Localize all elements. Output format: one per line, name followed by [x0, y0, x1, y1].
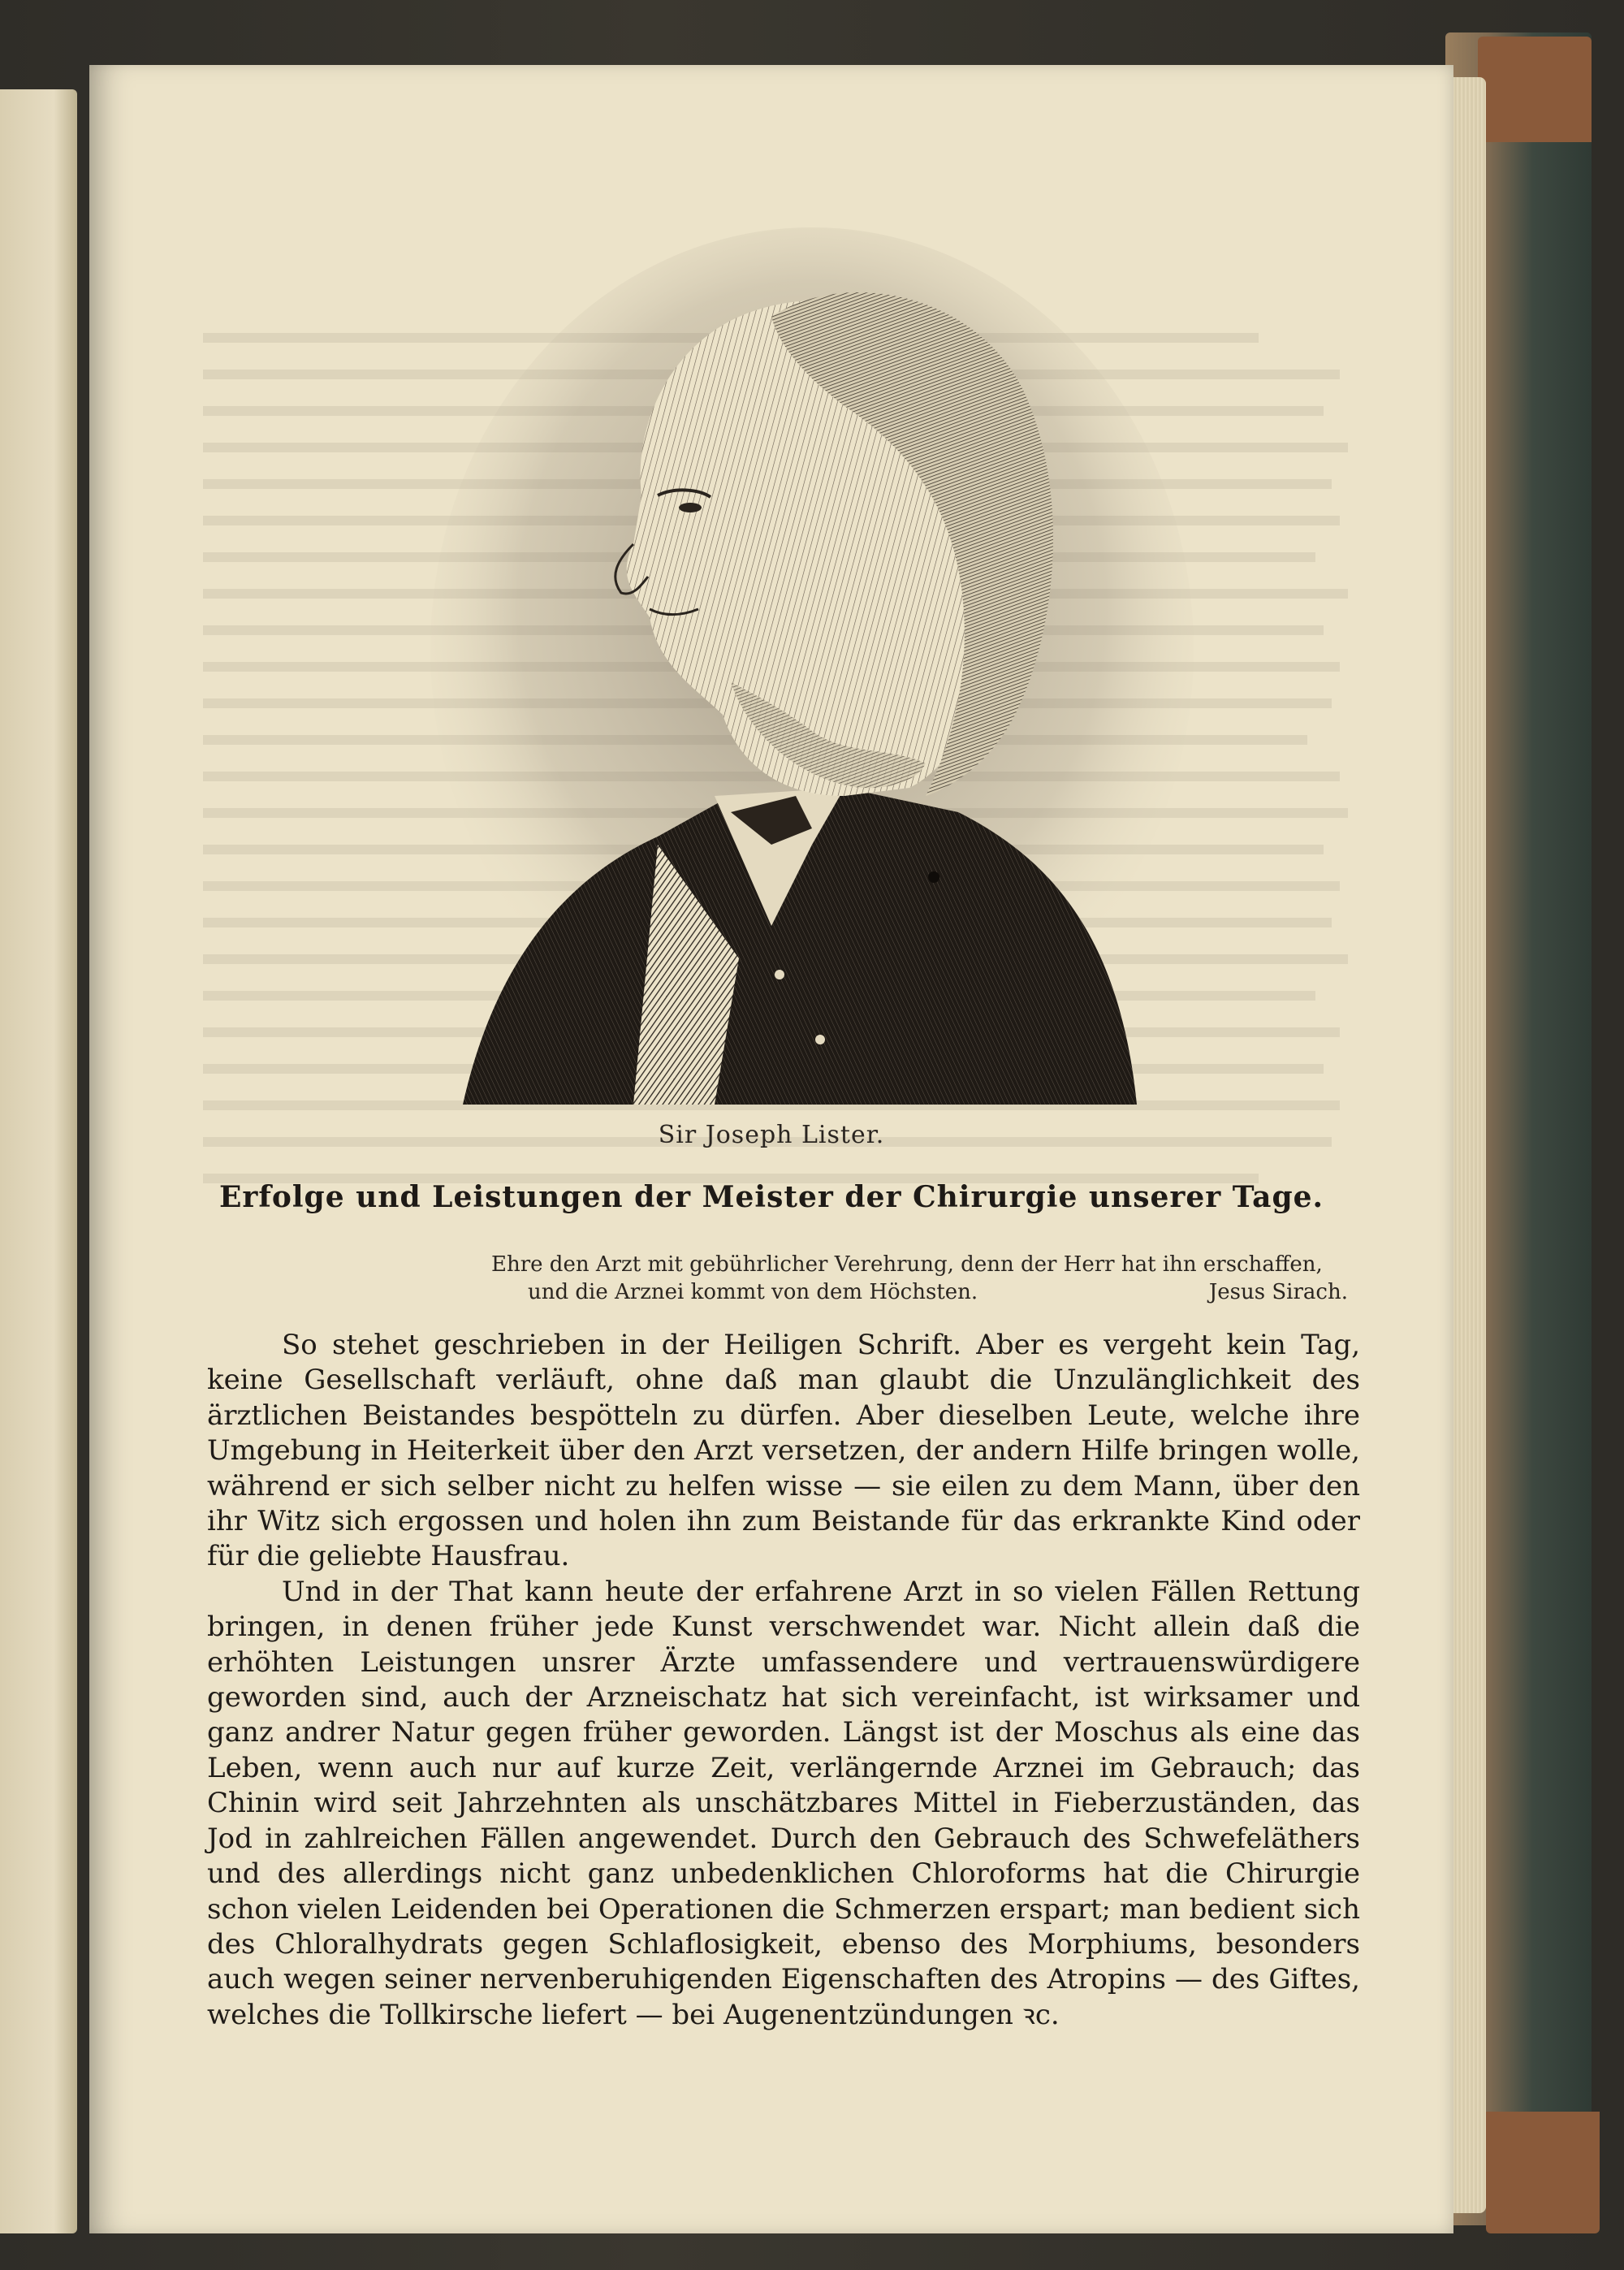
epigraph-text-2: und die Arznei kommt von dem Höchsten.: [528, 1280, 978, 1304]
book-page: [89, 65, 1453, 2233]
epigraph-line-2: [491, 1278, 1380, 1306]
epigraph-attribution: Jesus Sirach.: [1208, 1280, 1348, 1304]
cover-corner-bottom: [1486, 2112, 1600, 2233]
chapter-heading: Erfolge und Leistungen der Meister der Chirurgie unserer Tage.: [218, 1180, 1324, 1214]
left-page-edge: [0, 89, 77, 2233]
epigraph: [491, 1251, 1380, 1306]
cover-corner-top: [1478, 37, 1592, 142]
portrait-caption: Sir Joseph Lister.: [658, 1121, 885, 1149]
epigraph-text-1: Ehre den Arzt mit gebührlicher Verehrung, denn der Herr hat ihn erschaffen,: [491, 1252, 1323, 1277]
body-text: [207, 1328, 1360, 2033]
paragraph-1: So stehet geschrieben in der Heiligen Schrift. Aber es vergeht kein Tag, keine Gesellschaft verläuft, ohne daß man glaubt die Unzulänglichkeit des ärztlichen Beistandes bespötteln zu dürfen. Aber dieselben Leute, welche ihre Umgebung in Heiterkeit über den Arzt versetzen, der andern Hilfe bringen wolle, während er sich selber nicht zu helfen wisse — sie eilen zu dem Mann, über den ihr Witz sich ergossen und holen ihn zum Beistande für das erkrankte Kind oder für die geliebte Hausfrau.: [207, 1329, 1360, 1573]
paragraph-2: Und in der That kann heute der erfahrene Arzt in so vielen Fällen Rettung bringen, in denen früher jede Kunst verschwendet war. Nicht allein daß die erhöhten Leistungen unsrer Ärzte umfassendere und vertrauenswürdigere geworden sind, auch der Arzneischatz hat sich vereinfacht, ist wirksamer und ganz andrer Natur gegen früher geworden. Längst ist der Moschus als eine das Leben, wenn auch nur auf kurze Zeit, verlängernde Arznei im Gebrauch; das Chinin wird seit Jahrzehnten als unschätzbares Mittel in Fieberzuständen, das Jod in zahlreichen Fällen angewendet. Durch den Gebrauch des Schwefeläthers und des allerdings nicht ganz unbedenklichen Chloroforms hat die Chirurgie schon vielen Leidenden bei Operationen die Schmerzen erspart; man bedient sich des Chloralhydrats gegen Schlaflosigkeit, ebenso des Morphiums, besonders auch wegen seiner nervenberuhigenden Eigenschaften des Atropins — des Giftes, welches die Tollkirsche liefert — bei Augenentzündungen ꝛc.: [207, 1575, 1360, 2031]
portrait-engraving: [390, 227, 1210, 1113]
epigraph-line-1: [491, 1251, 1380, 1278]
